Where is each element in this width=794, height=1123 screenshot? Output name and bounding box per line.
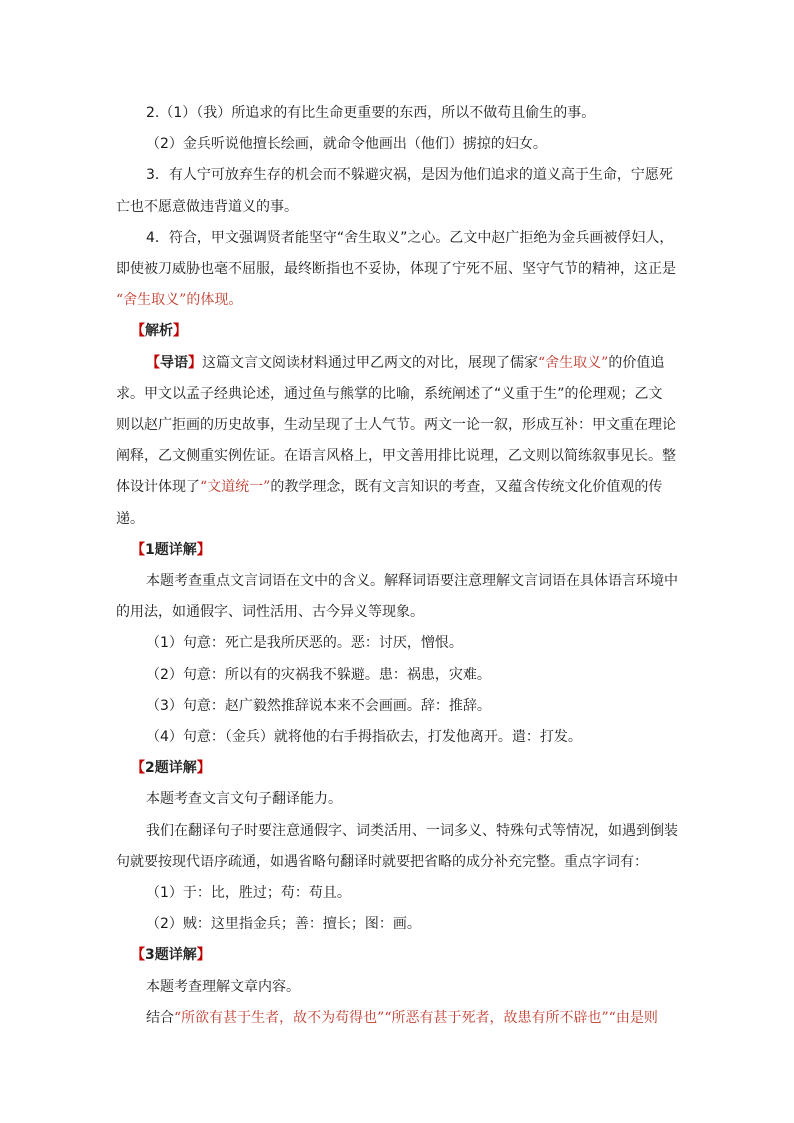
answer-4-line-2: 即使被刀威胁也毫不屈服，最终断指也不妥协，体现了宁死不屈、坚守气节的精神，这正是: [116, 261, 676, 278]
bracket-close: 】: [173, 323, 187, 340]
q2-line-3: 句就要按现代语序疏通，如遇省略句翻译时就要把省略的成分补充完整。重点字词有：: [116, 853, 648, 870]
answer-3-line-2: 亡也不愿意做违背道义的事。: [116, 198, 298, 215]
intro-line-1: [116, 348, 676, 379]
intro-quote: “文道统一”: [200, 479, 271, 496]
bracket-open: 【: [146, 354, 160, 371]
bracket-close: 】: [196, 541, 211, 558]
q1-item-3: （3）句意：赵广毅然推辞说本来不会画画。辞：推辞。: [146, 697, 491, 714]
q2-line-1: 本题考查文言文句子翻译能力。: [146, 791, 342, 808]
intro-tag-label: 导语: [160, 354, 188, 371]
q3-label: 3题详解: [145, 947, 197, 964]
q1-item-1: （1）句意：死亡是我所厌恶的。恶：讨厌，憎恨。: [146, 635, 463, 652]
q2-label: 2题详解: [145, 760, 197, 777]
q3-quote-1: “所欲有甚于生者，故不为苟得也”: [174, 1009, 385, 1026]
q3-line-2: [116, 1003, 676, 1034]
q2-line-2: 我们在翻译句子时要注意通假字、词类活用、一词多义、特殊句式等情况，如遇到倒装: [146, 822, 678, 839]
bracket-open: 【: [131, 541, 145, 558]
bracket-open: 【: [131, 947, 145, 964]
q2-item-1: （1）于：比，胜过；苟：苟且。: [146, 885, 351, 902]
intro-line-5: [116, 472, 676, 503]
q1-line-1: 本题考查重点文言词语在文中的含义。解释词语要注意理解文言词语在具体语言环境中: [146, 573, 678, 590]
bracket-open: 【: [131, 760, 145, 777]
intro-text: 这篇文言文阅读材料通过甲乙两文的对比，展现了儒家: [202, 354, 538, 371]
intro-text: 体设计体现了: [116, 479, 200, 496]
q3-quote-3: “由是则: [608, 1009, 658, 1026]
q3-quote-2: “所恶有甚于死者，故患有所不辟也”: [384, 1009, 609, 1026]
intro-text: 的教学理念，既有文言知识的考查，又蕴含传统文化价值观的传: [270, 479, 663, 496]
bracket-open: 【: [131, 323, 145, 340]
intro-line-4: 阐释，乙文侧重实例佐证。在语言风格上，甲文善用排比说理，乙文则以简练叙事见长。整: [116, 448, 676, 465]
intro-line-2: 求。甲文以孟子经典论述，通过鱼与熊掌的比喻，系统阐述了“义重于生”的伦理观；乙文: [116, 385, 663, 402]
bracket-close: 】: [196, 947, 211, 964]
answer-4-line-1: 4．符合，甲文强调贤者能坚守“舍生取义”之心。乙文中赵广拒绝为金兵画被俘妇人，: [146, 229, 674, 246]
analysis-heading: [116, 316, 676, 347]
q1-line-2: 的用法，如通假字、词性活用、古今异义等现象。: [116, 604, 424, 621]
q1-item-4: （4）句意：（金兵）就将他的右手拇指砍去，打发他离开。遣：打发。: [146, 729, 582, 746]
q2-heading: [116, 753, 676, 784]
q1-item-2: （2）句意：所以有的灾祸我不躲避。患：祸患，灾难。: [146, 666, 491, 683]
intro-tag: [146, 355, 202, 371]
intro-line-3: 则以赵广拒画的历史故事，生动呈现了士人气节。两文一论一叙，形成互补：甲文重在理论: [116, 417, 676, 434]
q3-text: 结合: [146, 1009, 174, 1026]
bracket-close: 】: [188, 354, 202, 371]
q3-line-1: 本题考查理解文章内容。: [146, 978, 300, 995]
answer-2-2: （2）金兵听说他擅长绘画，就命令他画出（他们）掳掠的妇女。: [146, 136, 547, 153]
intro-text: 的价值追: [608, 354, 665, 371]
document-page: [116, 98, 676, 1034]
q1-heading: [116, 535, 676, 566]
answer-4-line-3: “舍生取义”的体现。: [116, 292, 243, 309]
answer-3-line-1: 3．有人宁可放弃生存的机会而不躲避灾祸，是因为他们追求的道义高于生命，宁愿死: [146, 167, 673, 184]
analysis-label: 解析: [145, 323, 173, 340]
q1-label: 1题详解: [145, 541, 197, 558]
intro-line-6: 递。: [116, 510, 144, 527]
answer-2-1: 2.（1）（我）所追求的有比生命更重要的东西，所以不做苟且偷生的事。: [146, 105, 596, 121]
q2-item-2: （2）贼：这里指金兵；善：擅长；图：画。: [146, 916, 421, 933]
intro-quote: “舍生取义”: [538, 354, 609, 371]
q3-heading: [116, 940, 676, 971]
bracket-close: 】: [196, 760, 211, 777]
